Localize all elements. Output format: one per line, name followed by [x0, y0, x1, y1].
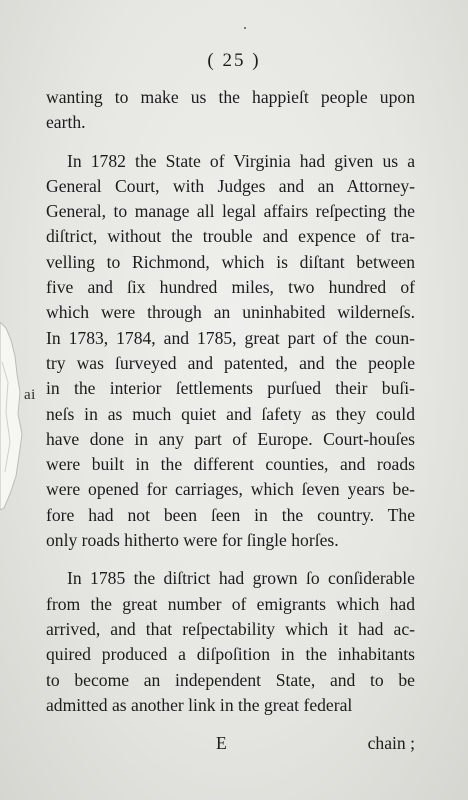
text-line: wanting to make us the happieſt people upon [46, 87, 415, 107]
paragraph [46, 85, 415, 136]
text-line: admitted as another link in the great federal [46, 694, 353, 715]
text-line: have done in any part of Europe. Court-houſes [46, 428, 415, 449]
text-line: arrived, and that reſpectability which it had ac- [46, 618, 415, 639]
text-line: earth. [46, 112, 86, 133]
paragraph [46, 149, 415, 554]
catchword: chain ; [367, 733, 415, 753]
text-line: velling to Richmond, which is diſtant between [46, 251, 415, 272]
paragraph-gap [46, 553, 415, 566]
text-line: In 1783, 1784, and 1785, great part of the coun- [46, 327, 415, 348]
text-line: only roads hitherto were for ſingle horſes. [46, 530, 339, 551]
text-line: quired produced a diſpoſition in the inhabitants [46, 644, 415, 665]
text-line: fore had not been ſeen in the country. The [46, 504, 415, 525]
signature-mark: E [216, 733, 228, 753]
paragraph-gap [46, 136, 415, 149]
text-line: try was ſurveyed and patented, and the people [46, 352, 415, 373]
text-line: diſtrict, without the trouble and expence of tra- [46, 226, 415, 247]
text-line: to become an independent State, and to be [46, 669, 415, 690]
ink-speck [244, 27, 246, 29]
page-footer [46, 733, 415, 757]
text-line: were built in the different counties, and roads [46, 454, 415, 475]
margin-text-fragment: ai [24, 387, 36, 403]
text-line: neſs in as much quiet and ſafety as they could [46, 403, 415, 424]
text-line: General, to manage all legal affairs reſpecting the [46, 201, 415, 222]
text-line: which were through an uninhabited wilderneſs. [46, 302, 415, 323]
text-line: were opened for carriages, which ſeven years be- [46, 479, 415, 500]
text-line: in the interior ſettlements purſued their buſi- [46, 378, 415, 399]
body-text [46, 85, 415, 718]
text-line: In 1782 the State of Virginia had given us a [67, 150, 415, 171]
torn-page-edge [0, 322, 30, 510]
text-line: In 1785 the diſtrict had grown ſo conſiderable [67, 568, 415, 589]
page-number: ( 25 ) [207, 50, 261, 71]
text-line: from the great number of emigrants which had [46, 593, 415, 614]
text-line: General Court, with Judges and an Attorney- [46, 175, 415, 196]
paragraph [46, 566, 415, 718]
text-line: five and ſix hundred miles, two hundred of [46, 277, 415, 298]
